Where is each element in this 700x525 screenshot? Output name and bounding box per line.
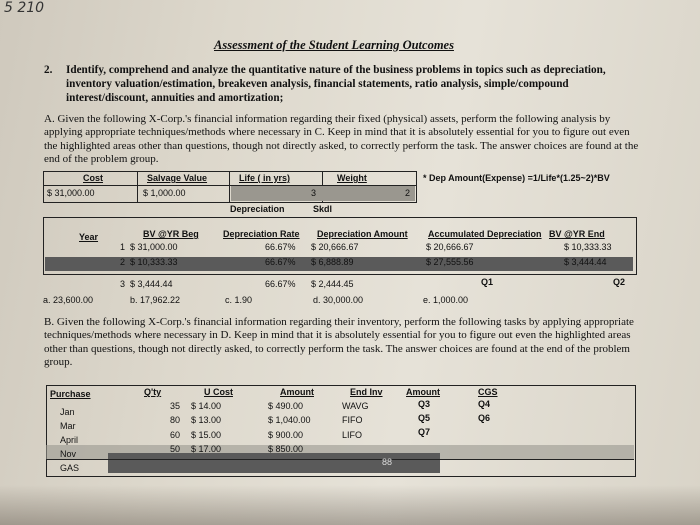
question-q3: Q3 <box>418 399 431 409</box>
divider <box>229 171 230 202</box>
question-q1: Q1 <box>481 277 494 287</box>
inventory-table <box>46 385 636 477</box>
row-jan-qty: 35 <box>170 401 181 411</box>
weight-value: 2 <box>405 188 411 198</box>
col-year: Year <box>79 232 99 242</box>
col-cgs: CGS <box>478 387 498 397</box>
depreciation-label: Depreciation <box>230 204 285 214</box>
col-purchase: Purchase <box>50 389 91 399</box>
row2-bv-beg: $ 10,333.33 <box>130 257 178 267</box>
col-amount: Amount <box>280 387 314 397</box>
row-april-ucost: $ 15.00 <box>191 430 222 440</box>
col-bv-beg: BV @YR Beg <box>143 229 199 239</box>
cost-value: $ 31,000.00 <box>47 188 95 198</box>
dep-formula: * Dep Amount(Expense) =1/Life*(1.25~2)*BV <box>423 173 610 183</box>
row-mar-purchase: Mar <box>60 421 76 431</box>
schedule-label: Skdl <box>313 204 333 214</box>
row-nov-amount: $ 850.00 <box>268 444 304 454</box>
salvage-value: $ 1,000.00 <box>143 188 186 198</box>
divider <box>46 459 634 460</box>
row-mar-amount: $ 1,040.00 <box>268 415 311 425</box>
row2-bv-end: $ 3,444.44 <box>564 257 607 267</box>
row3-year: 3 <box>120 279 126 289</box>
choice-c: c. 1.90 <box>225 295 253 305</box>
depreciation-table <box>43 171 637 305</box>
gas-value: 88 <box>382 457 393 467</box>
col-ucost: U Cost <box>204 387 233 397</box>
col-dep-rate: Depreciation Rate <box>223 229 300 239</box>
choice-e: e. 1,000.00 <box>423 295 469 305</box>
row2-year: 2 <box>120 257 126 267</box>
highlight <box>231 186 415 201</box>
part-b-instructions: B. Given the following X-Corp.'s financial information regarding their inventory, perform the following tasks by applying appropriate techniques/methods where necessary in D. Keep in mind that it is absolutely essential for you to figure out even the highlighted areas other than questions, though not directly asked, to correctly perform the task. The answer choices are found at the end of the problem group. <box>44 316 634 368</box>
row1-amount: $ 20,666.67 <box>311 242 359 252</box>
col-endinv: End Inv <box>350 387 383 397</box>
question-q2: Q2 <box>613 277 626 287</box>
choice-b: b. 17,962.22 <box>130 295 181 305</box>
handwritten-note: 5 210 <box>4 0 45 16</box>
question-q7: Q7 <box>418 427 431 437</box>
row-april-qty: 60 <box>170 430 181 440</box>
choice-a: a. 23,600.00 <box>43 295 94 305</box>
row-mar-endinv: FIFO <box>342 415 363 425</box>
col-dep-amount: Depreciation Amount <box>317 229 408 239</box>
row-nov-ucost: $ 17.00 <box>191 444 222 454</box>
row-mar-qty: 80 <box>170 415 181 425</box>
row-nov-purchase: Nov <box>60 449 77 459</box>
question-q6: Q6 <box>478 413 491 423</box>
row1-rate: 66.67% <box>265 242 296 252</box>
row1-bv-end: $ 10,333.33 <box>564 242 612 252</box>
row-april-endinv: LIFO <box>342 430 363 440</box>
col-qty: Q'ty <box>144 387 162 397</box>
cost-header: Cost <box>83 173 103 183</box>
part-a-instructions: A. Given the following X-Corp.'s financial information regarding their fixed (physical) assets, perform the following analysis by applying appropriate techniques/methods where necessary in C. Keep in mind that it is absolutely essential for you to figure out even the highlighted areas other than questions, though not directly asked, to correctly perform the task. The answer choices are found at the end of the problem group. <box>44 113 639 165</box>
life-value: 3 <box>311 188 317 198</box>
row-jan-amount: $ 490.00 <box>268 401 304 411</box>
row3-amount: $ 2,444.45 <box>311 279 354 289</box>
row-jan-purchase: Jan <box>60 407 75 417</box>
row2-rate: 66.67% <box>265 257 296 267</box>
col-amount2: Amount <box>406 387 440 397</box>
salvage-header: Salvage Value <box>147 173 208 183</box>
weight-header: Weight <box>337 173 367 183</box>
row3-rate: 66.67% <box>265 279 296 289</box>
row2-amount: $ 6,888.89 <box>311 257 354 267</box>
page-title: Assessment of the Student Learning Outcomes <box>214 38 454 52</box>
question-text: Identify, comprehend and analyze the quantitative nature of the business problems in topics such as depreciation, inventory valuation/estimation, breakeven analysis, financial statements, ratio analysis, simple/compound interest/discount, annuities and amortization; <box>66 64 606 104</box>
row-april-purchase: April <box>60 435 79 445</box>
row1-year: 1 <box>120 242 126 252</box>
row1-bv-beg: $ 31,000.00 <box>130 242 178 252</box>
row-nov-qty: 50 <box>170 444 181 454</box>
row-jan-ucost: $ 14.00 <box>191 401 222 411</box>
row-mar-ucost: $ 13.00 <box>191 415 222 425</box>
row3-bv-beg: $ 3,444.44 <box>130 279 173 289</box>
question-q4: Q4 <box>478 399 491 409</box>
life-header: Life ( in yrs) <box>239 173 291 183</box>
page-shadow <box>0 485 700 525</box>
question-q5: Q5 <box>418 413 431 423</box>
choice-d: d. 30,000.00 <box>313 295 364 305</box>
divider <box>137 171 138 202</box>
col-accum-dep: Accumulated Depreciation <box>428 229 542 239</box>
row-gas-label: GAS <box>60 463 80 473</box>
row1-accum: $ 20,666.67 <box>426 242 474 252</box>
question-number: 2. <box>44 64 53 76</box>
row-april-amount: $ 900.00 <box>268 430 304 440</box>
row2-accum: $ 27,555.56 <box>426 257 474 267</box>
row-jan-endinv: WAVG <box>342 401 369 411</box>
col-bv-end: BV @YR End <box>549 229 605 239</box>
